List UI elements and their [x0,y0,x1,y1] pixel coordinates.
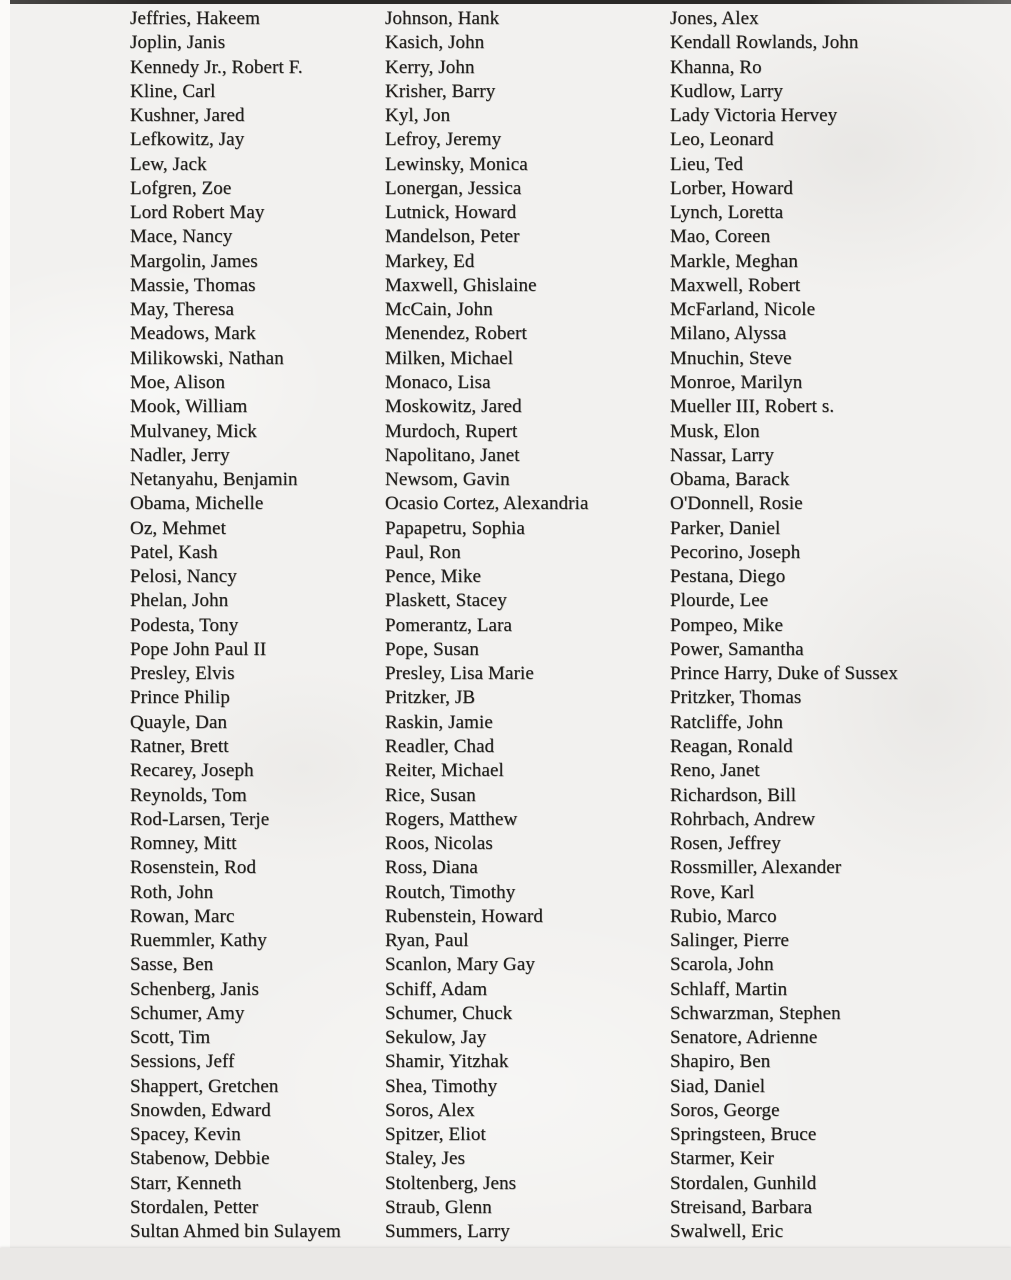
list-item: Kasich, John [385,32,485,54]
list-item: Shea, Timothy [385,1075,498,1097]
list-item: Sekulow, Jay [385,1027,487,1049]
list-item: Lewinsky, Monica [385,153,528,175]
list-item: Summers, Larry [385,1221,510,1243]
list-item: Ryan, Paul [385,930,469,952]
list-item: Plourde, Lee [670,590,769,612]
list-item: Springsteen, Bruce [670,1124,817,1146]
list-item: Pritzker, Thomas [670,687,802,709]
list-item: Parker, Daniel [670,517,781,539]
list-item: Markle, Meghan [670,250,799,272]
list-item: Schlaff, Martin [670,978,788,1000]
list-item: Lutnick, Howard [385,202,517,224]
list-item: Plaskett, Stacey [385,590,507,612]
list-item: Lonergan, Jessica [385,177,522,199]
list-item: Kerry, John [385,56,475,78]
list-item: Krisher, Barry [385,80,496,102]
list-item: Oz, Mehmet [130,517,226,539]
list-item: Sasse, Ben [130,954,214,976]
list-item: Margolin, James [130,250,258,272]
list-item: Ratner, Brett [130,735,229,757]
list-item: Lorber, Howard [670,177,794,199]
list-item: Scanlon, Mary Gay [385,954,535,976]
name-list [130,7,1000,1245]
list-item: Rosenstein, Rod [130,857,257,879]
list-item: Stoltenberg, Jens [385,1172,517,1194]
list-item: Milken, Michael [385,347,514,369]
list-item: Starmer, Keir [670,1148,774,1170]
list-item: Routch, Timothy [385,881,516,903]
list-item: Maxwell, Ghislaine [385,274,537,296]
list-item: Kennedy Jr., Robert F. [130,56,303,78]
list-item: Kline, Carl [130,80,216,102]
list-item: Pecorino, Joseph [670,541,801,563]
list-item: Phelan, John [130,590,229,612]
name-column-3 [670,7,1000,1245]
list-item: Pritzker, JB [385,687,476,709]
list-item: Mandelson, Peter [385,226,520,248]
list-item: Kushner, Jared [130,105,245,127]
list-item: Scarola, John [670,954,774,976]
list-item: Spitzer, Eliot [385,1124,486,1146]
list-item: Soros, George [670,1099,780,1121]
list-item: Scott, Tim [130,1027,211,1049]
list-item: Schiff, Adam [385,978,488,1000]
list-item: Moskowitz, Jared [385,396,522,418]
list-item: Prince Philip [130,687,230,709]
list-item: Sessions, Jeff [130,1051,235,1073]
list-item: Leo, Leonard [670,129,774,151]
list-item: Lieu, Ted [670,153,744,175]
list-item: Rod-Larsen, Terje [130,808,270,830]
list-item: Netanyahu, Benjamin [130,469,298,491]
list-item: Pence, Mike [385,566,482,588]
list-item: Spacey, Kevin [130,1124,241,1146]
list-item: Monaco, Lisa [385,371,491,393]
list-item: O'Donnell, Rosie [670,493,803,515]
list-item: Podesta, Tony [130,614,239,636]
name-column-2 [385,7,670,1245]
list-item: Rohrbach, Andrew [670,808,816,830]
list-item: Schwarzman, Stephen [670,1002,841,1024]
list-item: Roth, John [130,881,214,903]
list-item: Lew, Jack [130,153,207,175]
list-item: Presley, Lisa Marie [385,663,534,685]
list-item: Prince Harry, Duke of Sussex [670,663,898,685]
list-item: Kudlow, Larry [670,80,783,102]
list-item: Stordalen, Petter [130,1197,259,1219]
list-item: Patel, Kash [130,541,218,563]
list-item: Paul, Ron [385,541,461,563]
list-item: Pomerantz, Lara [385,614,513,636]
list-item: Reno, Janet [670,760,760,782]
list-item: Stordalen, Gunhild [670,1172,817,1194]
list-item: Lynch, Loretta [670,202,784,224]
list-item: Menendez, Robert [385,323,527,345]
list-item: Presley, Elvis [130,663,235,685]
list-item: Lefroy, Jeremy [385,129,502,151]
list-item: Obama, Michelle [130,493,264,515]
list-item: Rice, Susan [385,784,476,806]
list-item: Shamir, Yitzhak [385,1051,509,1073]
list-item: Roos, Nicolas [385,833,493,855]
list-item: Moe, Alison [130,371,226,393]
list-item: Straub, Glenn [385,1197,492,1219]
list-item: Shapiro, Ben [670,1051,771,1073]
scan-edge-strip-left [0,0,10,1252]
list-item: Pope John Paul II [130,638,267,660]
list-item: Streisand, Barbara [670,1197,813,1219]
list-item: Milikowski, Nathan [130,347,284,369]
list-item: Napolitano, Janet [385,444,520,466]
list-item: Soros, Alex [385,1099,475,1121]
list-item: Reagan, Ronald [670,735,793,757]
list-item: Monroe, Marilyn [670,371,803,393]
list-item: Richardson, Bill [670,784,797,806]
list-item: Kyl, Jon [385,105,451,127]
list-item: Ocasio Cortez, Alexandria [385,493,589,515]
list-item: Nassar, Larry [670,444,774,466]
list-item: Mace, Nancy [130,226,233,248]
list-item: Kendall Rowlands, John [670,32,859,54]
list-item: McCain, John [385,299,493,321]
list-item: Schumer, Chuck [385,1002,513,1024]
list-item: Staley, Jes [385,1148,466,1170]
list-item: Jeffries, Hakeem [130,8,260,29]
list-item: Senatore, Adrienne [670,1027,818,1049]
list-item: Milano, Alyssa [670,323,787,345]
list-item: Lofgren, Zoe [130,177,232,199]
list-item: Mnuchin, Steve [670,347,792,369]
list-item: Stabenow, Debbie [130,1148,270,1170]
list-item: Quayle, Dan [130,711,228,733]
list-item: Nadler, Jerry [130,444,230,466]
list-item: Joplin, Janis [130,32,226,54]
list-item: Jones, Alex [670,8,759,29]
list-item: Markey, Ed [385,250,475,272]
list-item: Pompeo, Mike [670,614,784,636]
list-item: McFarland, Nicole [670,299,816,321]
list-item: Rossmiller, Alexander [670,857,842,879]
list-item: Schenberg, Janis [130,978,259,1000]
list-item: Salinger, Pierre [670,930,790,952]
list-item: Pestana, Diego [670,566,786,588]
list-item: Snowden, Edward [130,1099,271,1121]
list-item: Rowan, Marc [130,905,235,927]
list-item: Khanna, Ro [670,56,762,78]
list-item: Siad, Daniel [670,1075,766,1097]
list-item: Obama, Barack [670,469,790,491]
list-item: Schumer, Amy [130,1002,245,1024]
list-item: Johnson, Hank [385,8,500,29]
list-item: Mook, William [130,396,248,418]
list-item: Lady Victoria Hervey [670,105,838,127]
list-item: Musk, Elon [670,420,760,442]
list-item: Ratcliffe, John [670,711,784,733]
list-item: Power, Samantha [670,638,804,660]
list-item: Mueller III, Robert s. [670,396,835,418]
list-item: Pelosi, Nancy [130,566,237,588]
list-item: Rubenstein, Howard [385,905,543,927]
list-item: Rubio, Marco [670,905,777,927]
list-item: Reiter, Michael [385,760,504,782]
list-item: Raskin, Jamie [385,711,493,733]
list-item: Starr, Kenneth [130,1172,242,1194]
list-item: Lefkowitz, Jay [130,129,245,151]
list-item: Pope, Susan [385,638,479,660]
list-item: Romney, Mitt [130,833,237,855]
list-item: Rogers, Matthew [385,808,518,830]
name-column-1 [130,7,385,1245]
list-item: Mulvaney, Mick [130,420,257,442]
scan-edge-strip-bottom [0,1248,1011,1280]
scan-edge-line-top [8,0,1011,4]
list-item: Ruemmler, Kathy [130,930,267,952]
list-item: Papapetru, Sophia [385,517,525,539]
list-item: Sultan Ahmed bin Sulayem [130,1221,341,1243]
list-item: Meadows, Mark [130,323,256,345]
list-item: Shappert, Gretchen [130,1075,279,1097]
list-item: Swalwell, Eric [670,1221,784,1243]
list-item: Reynolds, Tom [130,784,247,806]
list-item: Ross, Diana [385,857,478,879]
list-item: Murdoch, Rupert [385,420,518,442]
list-item: Rove, Karl [670,881,755,903]
list-item: Massie, Thomas [130,274,256,296]
list-item: Recarey, Joseph [130,760,254,782]
list-item: Rosen, Jeffrey [670,833,781,855]
list-item: Readler, Chad [385,735,495,757]
list-item: Maxwell, Robert [670,274,801,296]
list-item: Newsom, Gavin [385,469,510,491]
list-item: May, Theresa [130,299,235,321]
list-item: Mao, Coreen [670,226,771,248]
list-item: Lord Robert May [130,202,265,224]
